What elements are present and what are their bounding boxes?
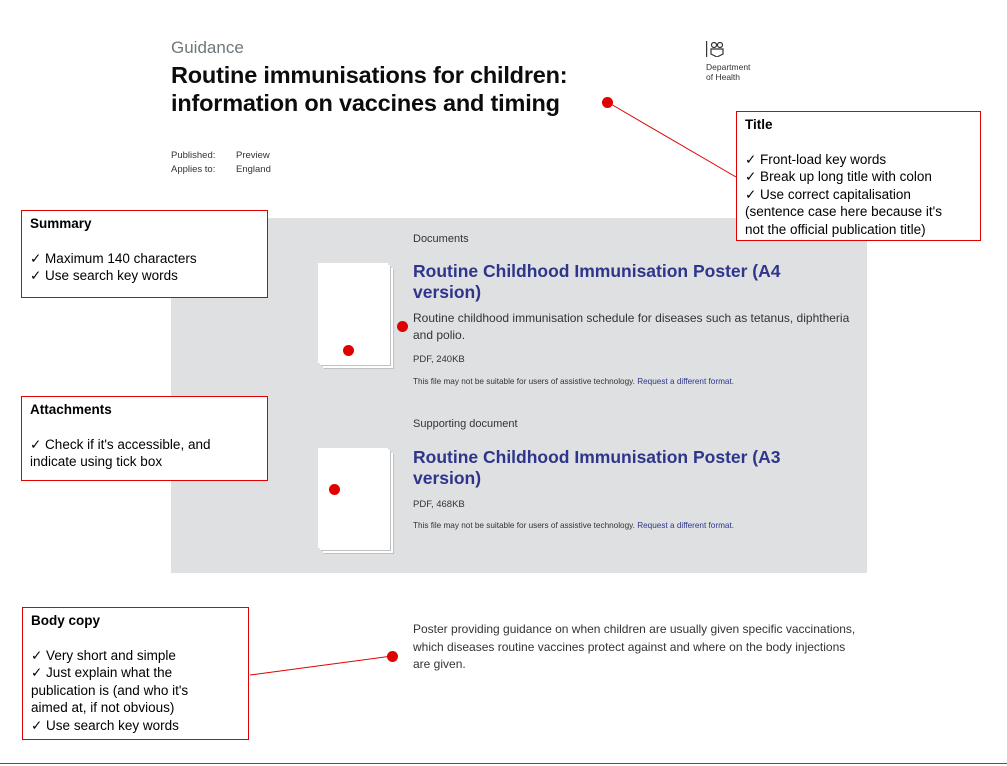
meta-key: Applies to: [171,164,216,175]
annotation-line: publication is (and who it's [31,682,189,698]
accessibility-note [413,521,734,530]
body-copy-marker-dot [387,651,398,662]
annotation-heading: Attachments [30,402,112,417]
body-copy-text: Poster providing guidance on when children are usually given specific vaccinations, which diseases routine vaccines protect against and where on the body injections are given. [413,622,856,671]
annotation-heading: Summary [30,216,92,231]
meta-key: Published: [171,150,216,161]
annotation-line: ✓ Use search key words [31,717,179,733]
request-format-link[interactable]: Request a different format. [637,521,735,530]
body-copy-annotation-box [22,607,249,740]
accessibility-note [413,377,734,386]
annotation-line: ✓ Front-load key words [745,151,887,167]
summary-marker-dot [397,321,408,332]
document-title-link-a4[interactable]: Routine Childhood Immunisation Poster (A4 version) [413,261,781,302]
annotation-line: ✓ Just explain what the [31,665,173,680]
meta-value: Preview [236,150,270,161]
annotation-line: indicate using tick box [30,454,163,469]
publication-meta [171,149,271,177]
annotation-line: aimed at, if not obvious) [31,700,175,715]
annotation-heading: Title [745,117,773,132]
accessibility-note-text: This file may not be suitable for users of assistive technology. [413,377,635,386]
summary-annotation-box [21,210,268,298]
document-title-link-a3[interactable]: Routine Childhood Immunisation Poster (A3 version) [413,447,781,488]
bottom-divider [0,763,1007,764]
thumbnail-marker-dot [343,345,354,356]
attachments-annotation-box [21,396,268,481]
documents-section-label: Documents [413,233,469,245]
document-file-size: PDF, 468KB [413,499,465,510]
document-file-size: PDF, 240KB [413,354,465,365]
document-thumbnail-a3[interactable] [318,448,388,548]
meta-row-published [171,149,271,163]
department-name-line2: of Health [706,72,741,82]
annotation-line: ✓ Use correct capitalisation [745,186,911,202]
annotation-line: not the official publication title) [745,221,926,237]
meta-value: England [236,164,271,175]
title-annotation-box [736,111,981,241]
title-marker-dot [602,97,613,108]
request-format-link[interactable]: Request a different format. [637,377,735,386]
annotation-line: ✓ Maximum 140 characters [30,250,197,266]
document-description: Routine childhood immunisation schedule for diseases such as tetanus, diphtheria and polio. [413,311,850,342]
department-logo[interactable] [706,41,750,82]
annotation-line: ✓ Use search key words [30,268,178,283]
meta-row-applies-to [171,163,271,177]
annotation-line: (sentence case here because it's [745,204,942,219]
page-type-label: Guidance [171,38,244,57]
annotation-heading: Body copy [31,613,101,628]
attachment-marker-dot [329,484,340,495]
body-connector [250,656,392,675]
page-title: Routine immunisations for children: information on vaccines and timing [171,62,568,116]
annotation-line: ✓ Very short and simple [31,647,176,663]
department-name-line1: Department [706,62,751,72]
annotation-line: ✓ Check if it's accessible, and [30,436,211,452]
annotation-line: ✓ Break up long title with colon [745,169,932,184]
supporting-section-label: Supporting document [413,418,518,430]
royal-crest-icon [706,41,728,57]
accessibility-note-text: This file may not be suitable for users of assistive technology. [413,521,635,530]
